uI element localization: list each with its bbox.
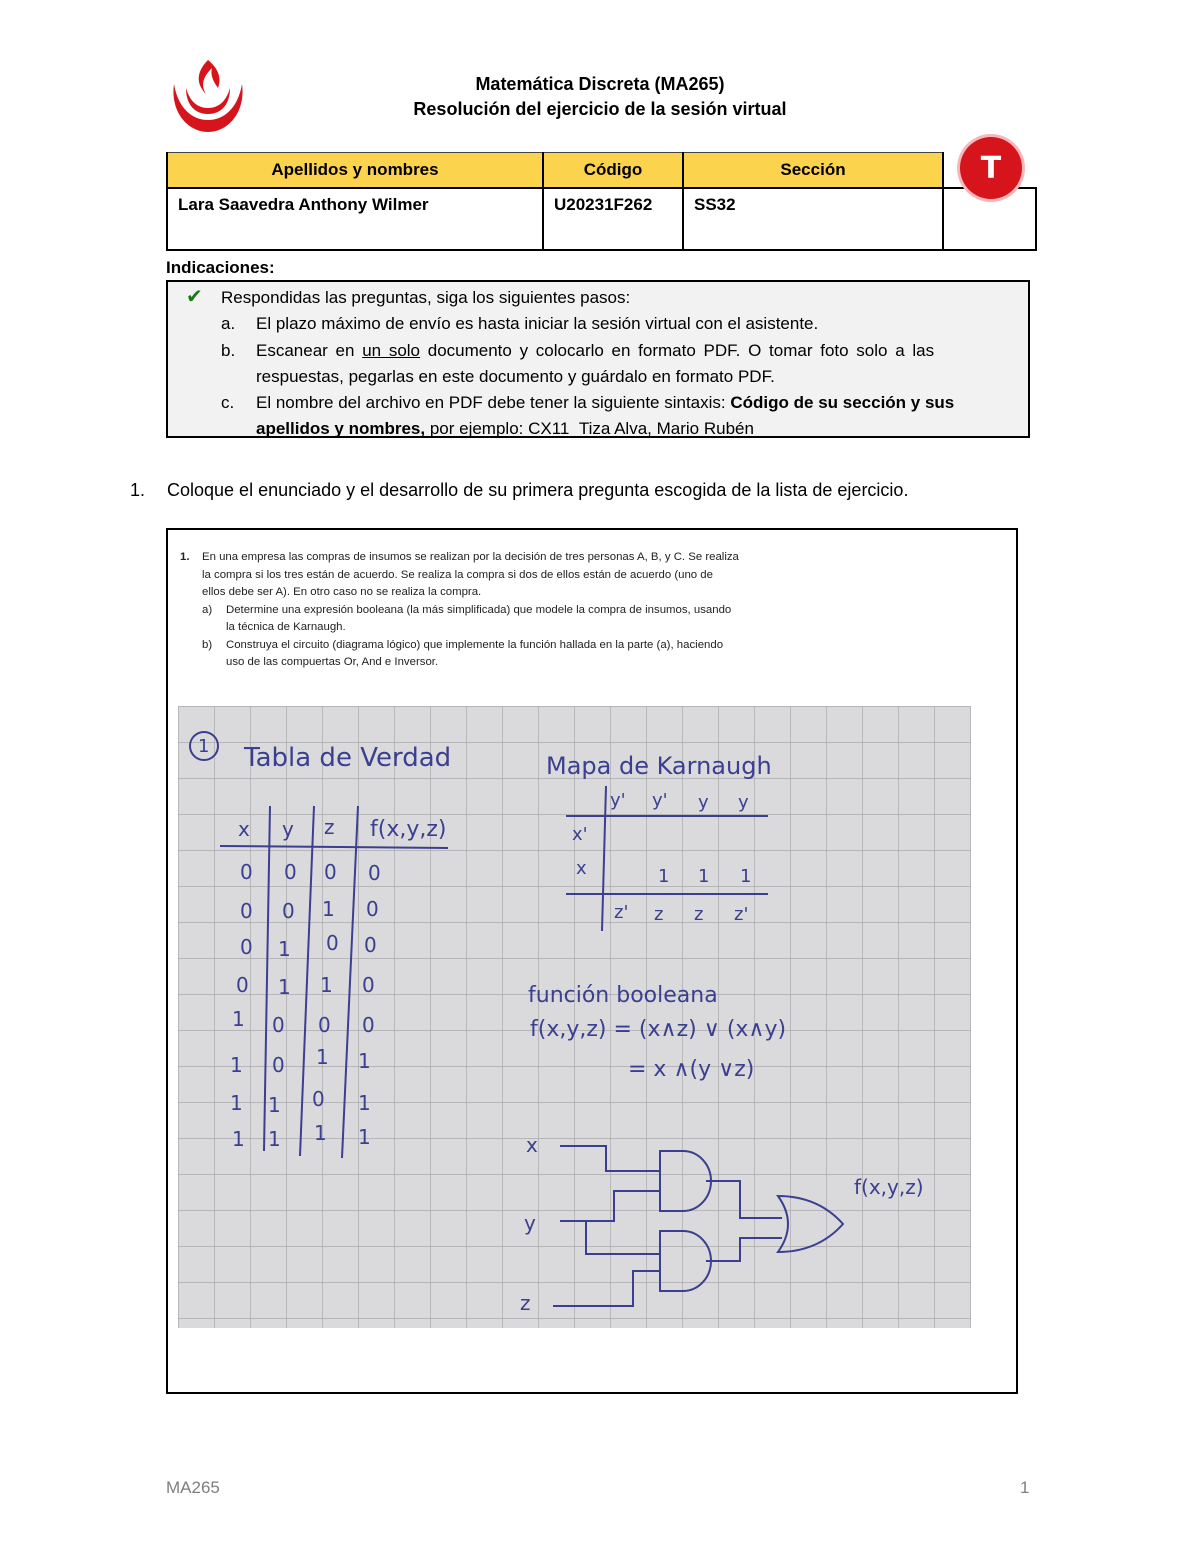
student-name: Lara Saavedra Anthony Wilmer [167,188,543,250]
hw-cell: 0 [240,860,253,884]
hw-kmap-row: x' [572,824,588,845]
hw-input-z: z [520,1291,531,1315]
question-line [130,480,909,501]
hw-kmap-cell: 1 [658,866,670,887]
hw-cell: 0 [368,861,381,885]
hw-cell: 0 [282,899,295,923]
enunciado-l3: ellos debe ser A). En otro caso no se realiza la compra. [202,586,482,598]
hw-head-z: z [324,815,335,839]
hw-cell: 1 [316,1045,329,1069]
document-title: Matemática Discreta (MA265) [475,74,725,94]
hw-cell: 1 [314,1121,327,1145]
enunciado-b-marker: b) [202,639,213,651]
hw-cell: 0 [240,899,253,923]
question-text: Coloque el enunciado y el desarrollo de su primera pregunta escogida de la lista de ejercicio. [167,480,909,500]
hw-cell: 1 [268,1093,281,1117]
hw-cell: 1 [358,1049,371,1073]
enunciado-a2: la técnica de Karnaugh. [226,621,346,633]
hw-input-x: x [526,1133,538,1157]
indicaciones-box [166,280,1030,438]
enunciado-marker: 1. [180,551,190,563]
step-b-text-2: respuestas, pegarlas en este documento y guárdalo en formato PDF. [256,367,775,386]
student-info-table [166,152,1037,251]
hw-kmap-bottom: z' [734,904,749,925]
step-c-text [256,393,954,413]
step-c-part1: El nombre del archivo en PDF debe tener la siguiente sintaxis: [256,393,731,412]
hw-head-y: y [282,817,294,841]
header-section: Sección [683,153,943,189]
hw-kmap-col: y [698,792,709,813]
hw-cell: 0 [284,860,297,884]
step-b-part1: Escanear en [256,341,363,360]
hw-cell: 0 [312,1087,325,1111]
footer-page-number: 1 [1020,1478,1030,1497]
hw-head-f: f(x,y,z) [370,817,447,842]
step-c-bold1: Código de su sección y sus [730,393,955,412]
hw-cell: 1 [230,1053,243,1077]
enunciado-a-marker: a) [202,604,213,616]
hw-kmap-row: x [576,858,587,879]
enunciado-l1: En una empresa las compras de insumos se realizan por la decisión de tres personas A, B, y C. Se realiza [202,551,739,563]
step-b-part2: documento y colocarlo en formato PDF. O tomar foto solo a las [420,341,935,360]
hw-kmap-title: Mapa de Karnaugh [546,752,772,780]
question-marker: 1. [130,480,146,500]
step-b-marker: b. [221,341,236,360]
hw-kmap-bottom: z' [614,902,629,923]
hw-kmap-bottom: z [694,904,704,925]
step-b-underline: un solo [362,341,421,360]
hw-kmap-col: y' [610,790,626,811]
hw-func-line2: = x ∧(y ∨z) [628,1057,755,1082]
hw-kmap-col: y [738,792,749,813]
step-c-part2: por ejemplo: CX11_Tiza Alva, Mario Rubén [425,419,754,438]
hw-cell: 1 [268,1127,281,1151]
check-icon: ✔ [186,286,203,308]
hw-kmap-cell: 1 [698,866,710,887]
step-c-bold2: apellidos y nombres, [256,419,426,438]
document-subtitle: Resolución del ejercicio de la sesión virtual [413,99,787,119]
hw-kmap-col: y' [652,790,668,811]
handwritten-solution-photo [178,706,971,1328]
hw-func-line1: f(x,y,z) = (x∧z) ∨ (x∧y) [530,1017,787,1042]
hw-truth-title: Tabla de Verdad [244,743,452,773]
hw-cell: 1 [278,937,291,961]
student-section: SS32 [683,188,943,250]
hw-cell: 1 [230,1091,243,1115]
upc-logo [166,54,250,136]
hw-cell: 0 [366,897,379,921]
hw-cell: 1 [322,897,335,921]
hw-cell: 0 [236,973,249,997]
header-code: Código [543,153,683,189]
footer-course: MA265 [166,1478,220,1497]
header-names: Apellidos y nombres [167,153,543,189]
hw-cell: 1 [358,1091,371,1115]
step-c-text-2 [256,419,754,439]
grid-paper [178,706,971,1328]
hw-cell: 0 [362,1013,375,1037]
hw-cell: 0 [240,935,253,959]
hw-cell: 1 [232,1127,245,1151]
hw-cell: 1 [358,1125,371,1149]
step-a-text: El plazo máximo de envío es hasta iniciar la sesión virtual con el asistente. [256,314,819,333]
hw-cell: 1 [320,973,333,997]
hw-cell: 0 [324,860,337,884]
enunciado-l2: la compra si los tres están de acuerdo. Se realiza la compra si dos de ellos están de acuerdo (uno de [202,569,713,581]
hw-cell: 0 [364,933,377,957]
hw-cell: 0 [318,1013,331,1037]
student-code: U20231F262 [543,188,683,250]
hw-cell: 0 [272,1013,285,1037]
hw-output: f(x,y,z) [854,1175,924,1199]
hw-func-title: función booleana [528,983,718,1008]
hw-kmap-cell: 1 [740,866,752,887]
hw-cell: 1 [232,1007,245,1031]
indicaciones-label: Indicaciones: [166,258,275,277]
hw-cell: 0 [272,1053,285,1077]
hw-cell: 0 [362,973,375,997]
step-c-marker: c. [221,393,235,412]
hw-cell: 0 [326,931,339,955]
step-b-text [256,341,1024,361]
hw-head-x: x [238,817,250,841]
step-a-marker: a. [221,314,236,333]
enunciado-b1: Construya el circuito (diagrama lógico) que implemente la función hallada en la parte (a), haciendo [226,639,724,651]
indicaciones-intro: Respondidas las preguntas, siga los siguientes pasos: [221,288,631,307]
hw-number: 1 [198,736,210,757]
edit-badge-icon: T [960,137,1022,199]
enunciado-b2: uso de las compuertas Or, And e Inversor. [226,656,439,668]
hw-input-y: y [524,1211,536,1235]
hw-cell: 1 [278,975,291,999]
hw-kmap-bottom: z [654,904,664,925]
enunciado-a1: Determine una expresión booleana (la más simplificada) que modele la compra de insumos, usando [226,604,732,616]
